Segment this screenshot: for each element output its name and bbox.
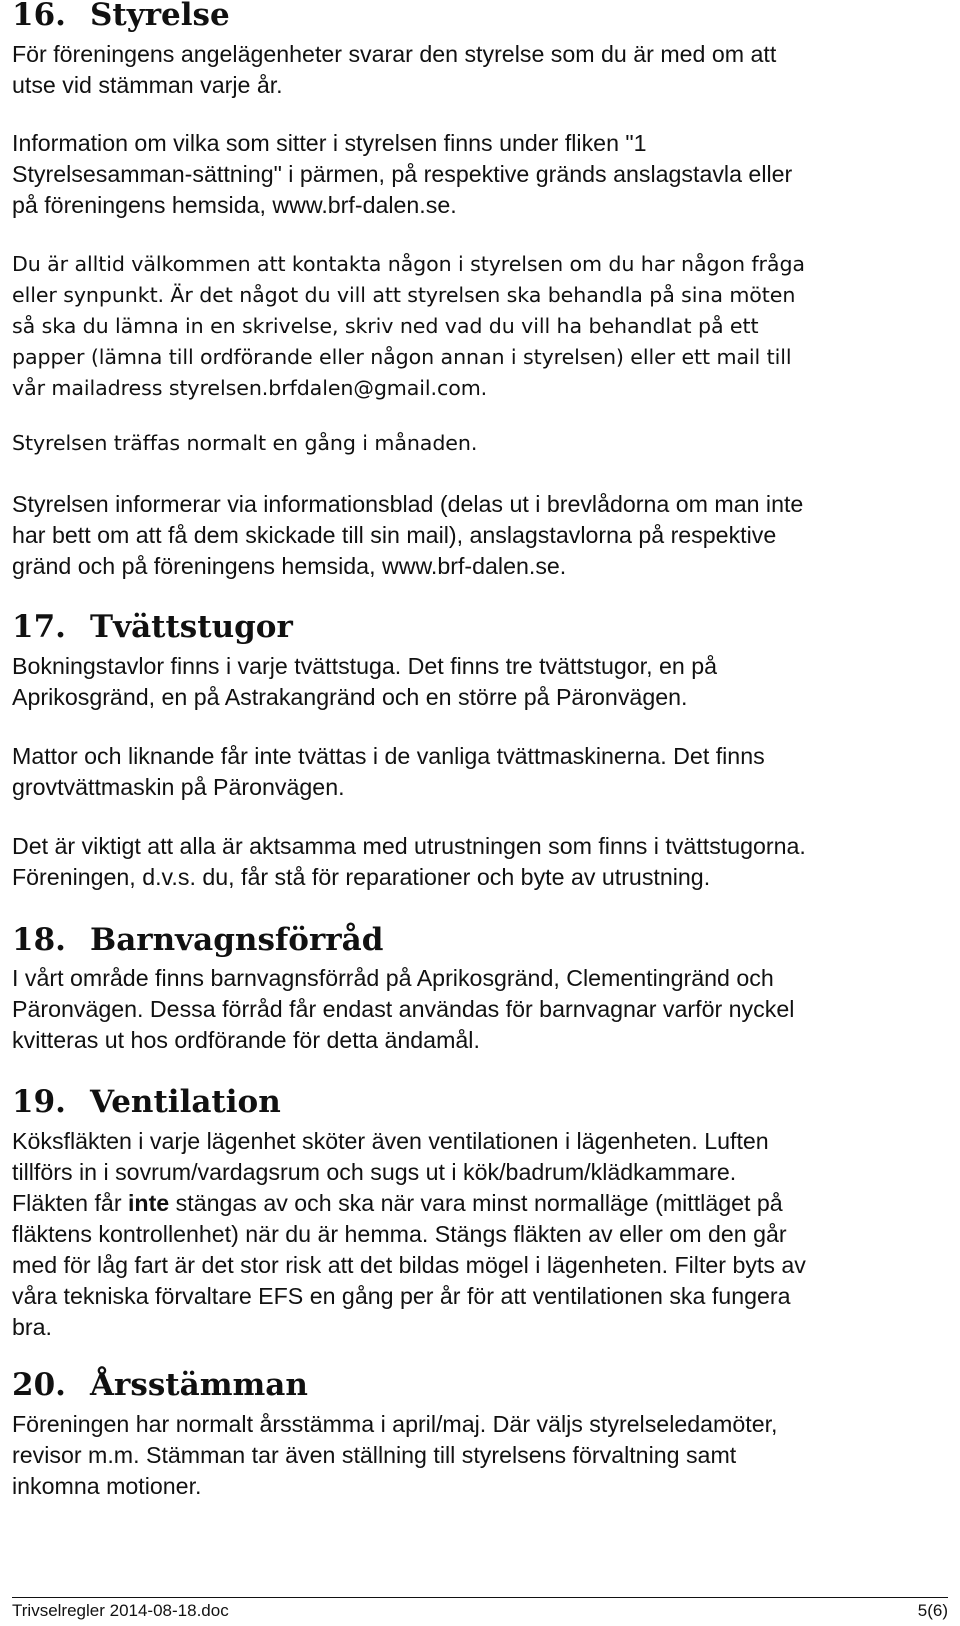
text-line: utse vid stämman varje år. bbox=[12, 72, 283, 98]
text-line: revisor m.m. Stämman tar även ställning till styrelsens förvaltning samt bbox=[12, 1442, 737, 1468]
text-line: Mattor och liknande får inte tvättas i de vanliga tvättmaskinerna. Det finns bbox=[12, 743, 765, 769]
section-number: 20. bbox=[12, 1367, 66, 1403]
section-16-paragraph-5 bbox=[12, 489, 803, 582]
text-line: tillförs in i sovrum/vardagsrum och sugs ut i kök/badrum/klädkammare. bbox=[12, 1159, 737, 1185]
text-line: Aprikosgränd, en på Astrakangränd och en större på Päronvägen. bbox=[12, 684, 688, 710]
text-line: Föreningen, d.v.s. du, får stå för reparationer och byte av utrustning. bbox=[12, 864, 711, 890]
section-20-heading bbox=[12, 1368, 308, 1402]
text-line: vår mailadress styrelsen.brfdalen@gmail.com. bbox=[12, 376, 488, 400]
section-16-paragraph-3 bbox=[12, 249, 805, 404]
section-18-heading bbox=[12, 923, 383, 957]
section-19-paragraph-1 bbox=[12, 1126, 806, 1343]
section-title: Styrelse bbox=[90, 0, 230, 33]
text-run: Fläkten får bbox=[12, 1190, 128, 1216]
page-footer bbox=[12, 1597, 948, 1622]
text-line: gränd och på föreningens hemsida, www.brf-dalen.se. bbox=[12, 553, 567, 579]
text-line: så ska du lämna in en skrivelse, skriv ned vad du vill ha behandlat på ett bbox=[12, 314, 759, 338]
section-16-paragraph-1 bbox=[12, 39, 776, 101]
section-number: 16. bbox=[12, 0, 66, 33]
text-line: Styrelsen träffas normalt en gång i månaden. bbox=[12, 431, 478, 455]
text-line: Styrelsen informerar via informationsblad (delas ut i brevlådorna om man inte bbox=[12, 491, 804, 517]
section-20-paragraph-1 bbox=[12, 1409, 777, 1502]
section-17-paragraph-3 bbox=[12, 831, 806, 893]
text-line: fläktens kontrollenhet) när du är hemma. Stängs fläkten av eller om den går bbox=[12, 1221, 787, 1247]
text-line: bra. bbox=[12, 1314, 52, 1340]
text-line: papper (lämna till ordförande eller någon annan i styrelsen) eller ett mail till bbox=[12, 345, 792, 369]
text-line: våra tekniska förvaltare EFS en gång per år för att ventilationen ska fungera bbox=[12, 1283, 791, 1309]
section-19-heading bbox=[12, 1085, 281, 1119]
text-line: med för låg fart är det stor risk att det bildas mögel i lägenheten. Filter byts av bbox=[12, 1252, 806, 1278]
text-line: Du är alltid välkommen att kontakta någon i styrelsen om du har någon fråga bbox=[12, 252, 805, 276]
text-line: Bokningstavlor finns i varje tvättstuga. Det finns tre tvättstugor, en på bbox=[12, 653, 718, 679]
section-number: 19. bbox=[12, 1084, 66, 1120]
section-title: Tvättstugor bbox=[90, 609, 293, 645]
text-line: inkomna motioner. bbox=[12, 1473, 202, 1499]
section-16-paragraph-2 bbox=[12, 128, 792, 221]
text-line: på föreningens hemsida, www.brf-dalen.se. bbox=[12, 192, 457, 218]
section-16-heading bbox=[12, 0, 230, 32]
section-17-paragraph-2 bbox=[12, 741, 765, 803]
text-line: För föreningens angelägenheter svarar den styrelse som du är med om att bbox=[12, 41, 777, 67]
text-line: Föreningen har normalt årsstämma i april/maj. Där väljs styrelseledamöter, bbox=[12, 1411, 778, 1437]
section-title: Årsstämman bbox=[90, 1367, 308, 1403]
section-title: Ventilation bbox=[90, 1084, 281, 1120]
text-line: grovtvättmaskin på Päronvägen. bbox=[12, 774, 345, 800]
section-16-paragraph-4 bbox=[12, 428, 477, 459]
text-run: stängas av och ska när vara minst normalläge (mittläget på bbox=[169, 1190, 783, 1216]
section-number: 18. bbox=[12, 922, 66, 958]
text-line: Information om vilka som sitter i styrelsen finns under fliken "1 bbox=[12, 130, 647, 156]
section-title: Barnvagnsförråd bbox=[90, 922, 384, 958]
text-line: Päronvägen. Dessa förråd får endast användas för barnvagnar varför nyckel bbox=[12, 996, 795, 1022]
text-line: Styrelsesamman-sättning" i pärmen, på respektive gränds anslagstavla eller bbox=[12, 161, 793, 187]
text-line bbox=[12, 1188, 806, 1219]
section-18-paragraph-1 bbox=[12, 963, 794, 1056]
footer-filename: Trivselregler 2014-08-18.doc bbox=[12, 1601, 229, 1620]
section-17-heading bbox=[12, 610, 293, 644]
text-line: I vårt område finns barnvagnsförråd på Aprikosgränd, Clementingränd och bbox=[12, 965, 774, 991]
footer-page-number: 5(6) bbox=[917, 1601, 948, 1620]
section-number: 17. bbox=[12, 609, 66, 645]
text-line: Det är viktigt att alla är aktsamma med utrustningen som finns i tvättstugorna. bbox=[12, 833, 806, 859]
text-line: har bett om att få dem skickade till sin mail), anslagstavlorna på respektive bbox=[12, 522, 777, 548]
text-line: eller synpunkt. Är det något du vill att styrelsen ska behandla på sina möten bbox=[12, 283, 796, 307]
emphasis-text: inte bbox=[127, 1190, 170, 1216]
section-17-paragraph-1 bbox=[12, 651, 717, 713]
text-line: kvitteras ut hos ordförande för detta ändamål. bbox=[12, 1027, 480, 1053]
text-line: Köksfläkten i varje lägenhet sköter även ventilationen i lägenheten. Luften bbox=[12, 1128, 769, 1154]
